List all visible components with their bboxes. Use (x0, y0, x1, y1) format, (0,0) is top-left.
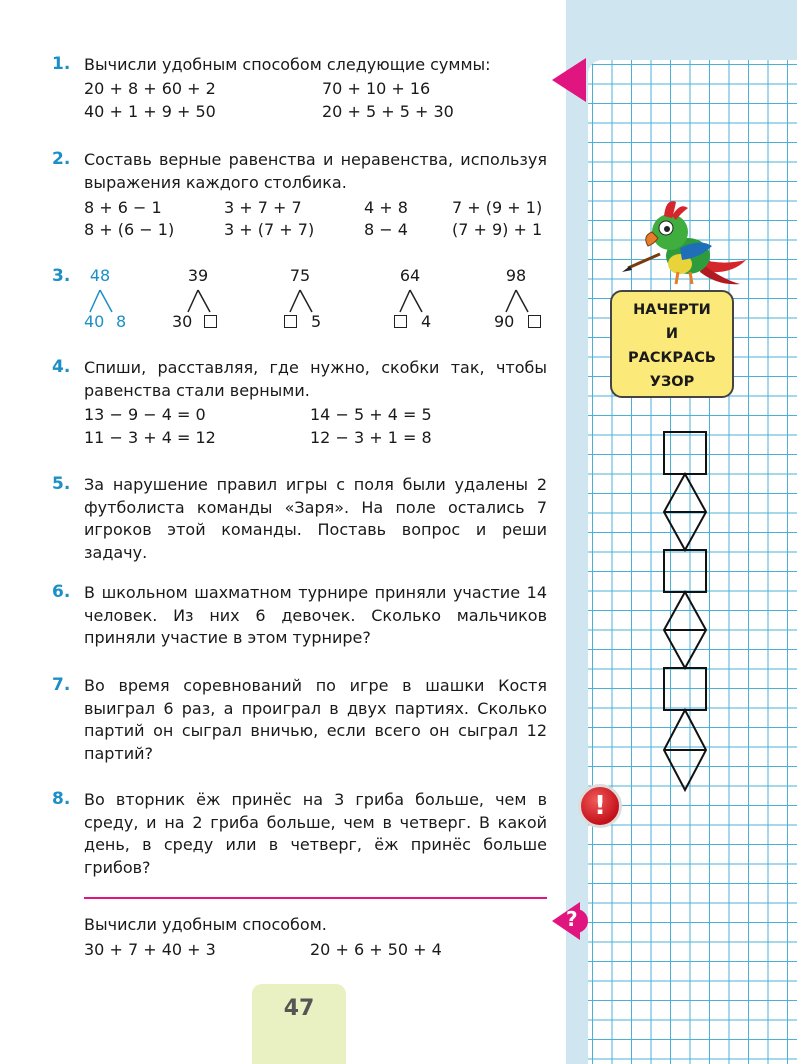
whole-number: 75 (289, 266, 311, 285)
task-text: Во вторник ёж принёс на 3 гриба больше, чем в среду, и на 2 гриба больше, чем в четверг. В какой день, в среду или в четверг, ёж принёс больше грибов? (84, 790, 547, 877)
exclamation-icon: ! (578, 784, 622, 828)
task-text: В школьном шахматном турнире приняли участие 14 человек. Из них 6 девочек. Сколько мальчиков приняли участие в этом турнире? (84, 583, 547, 647)
task-text: Составь верные равенства и неравенства, используя выражения каждого столбика. (84, 150, 547, 192)
part-right: 8 (116, 312, 127, 331)
task-number: 3. (52, 266, 71, 286)
expression: 14 − 5 + 4 = 5 (310, 405, 432, 424)
whole-number: 48 (89, 266, 111, 285)
task-number: 6. (52, 582, 71, 602)
note-line: И (665, 326, 679, 342)
task-text: Во время соревнований по игре в шашки Костя выиграл 6 раз, а проиграл в двух партиях. Сколько партий он сыграл вничью, если всего он сыграл 12 партий? (84, 676, 547, 763)
expression: 70 + 10 + 16 (322, 79, 431, 98)
section-divider (84, 897, 547, 899)
parrot-illustration (620, 188, 752, 292)
task-number: 2. (52, 149, 71, 169)
expression: (7 + 9) + 1 (452, 220, 543, 239)
task-marker-triangle (552, 58, 586, 102)
drawing-instruction-note (610, 290, 734, 398)
whole-number: 98 (505, 266, 527, 285)
branch-lines (486, 288, 546, 314)
empty-answer-box (284, 315, 297, 328)
expression: 20 + 8 + 60 + 2 (84, 79, 216, 98)
task-number: 4. (52, 357, 71, 377)
expression: 13 − 9 − 4 = 0 (84, 405, 206, 424)
question-mark-glyph: ? (566, 907, 578, 931)
page-number: 47 (252, 984, 346, 1064)
note-line: РАСКРАСЬ (628, 350, 716, 366)
part-left: 40 (84, 312, 105, 331)
task-text: Вычисли удобным способом следующие суммы: (84, 55, 491, 74)
task-number: 8. (52, 789, 71, 809)
whole-number: 64 (399, 266, 421, 285)
expression: 7 + (9 + 1) (452, 198, 543, 217)
expression: 40 + 1 + 9 + 50 (84, 102, 216, 121)
expression: 30 + 7 + 40 + 3 (84, 940, 216, 959)
branch-lines (380, 288, 440, 314)
part-left: 90 (494, 312, 515, 331)
expression: 4 + 8 (364, 198, 408, 217)
task-text: Спиши, расставляя, где нужно, скобки так, чтобы равенства стали верными. (84, 358, 547, 400)
task-text: За нарушение правил игры с поля были удалены 2 футболиста команды «Заря». На поле остались 7 игроков этой команды. Поставь вопрос и реши задачу. (84, 475, 547, 562)
note-line: УЗОР (649, 374, 695, 390)
part-right: 5 (311, 312, 322, 331)
empty-answer-box (528, 315, 541, 328)
expression: 3 + (7 + 7) (224, 220, 315, 239)
empty-answer-box (204, 315, 217, 328)
task-number: 5. (52, 474, 71, 494)
branch-lines (70, 288, 130, 314)
expression: 20 + 6 + 50 + 4 (310, 940, 442, 959)
expression: 11 − 3 + 4 = 12 (84, 428, 216, 447)
expression: 20 + 5 + 5 + 30 (322, 102, 454, 121)
expression: 8 − 4 (364, 220, 408, 239)
branch-lines (168, 288, 228, 314)
expression: 12 − 3 + 1 = 8 (310, 428, 432, 447)
task-text: Вычисли удобным способом. (84, 915, 327, 934)
branch-lines (270, 288, 330, 314)
note-line: НАЧЕРТИ (633, 302, 711, 318)
task-number: 1. (52, 54, 71, 74)
expression: 8 + (6 − 1) (84, 220, 175, 239)
part-right: 4 (421, 312, 432, 331)
expression: 3 + 7 + 7 (224, 198, 302, 217)
task-number: 7. (52, 675, 71, 695)
part-left: 30 (172, 312, 193, 331)
empty-answer-box (394, 315, 407, 328)
whole-number: 39 (187, 266, 209, 285)
expression: 8 + 6 − 1 (84, 198, 162, 217)
geometric-pattern (660, 430, 710, 795)
